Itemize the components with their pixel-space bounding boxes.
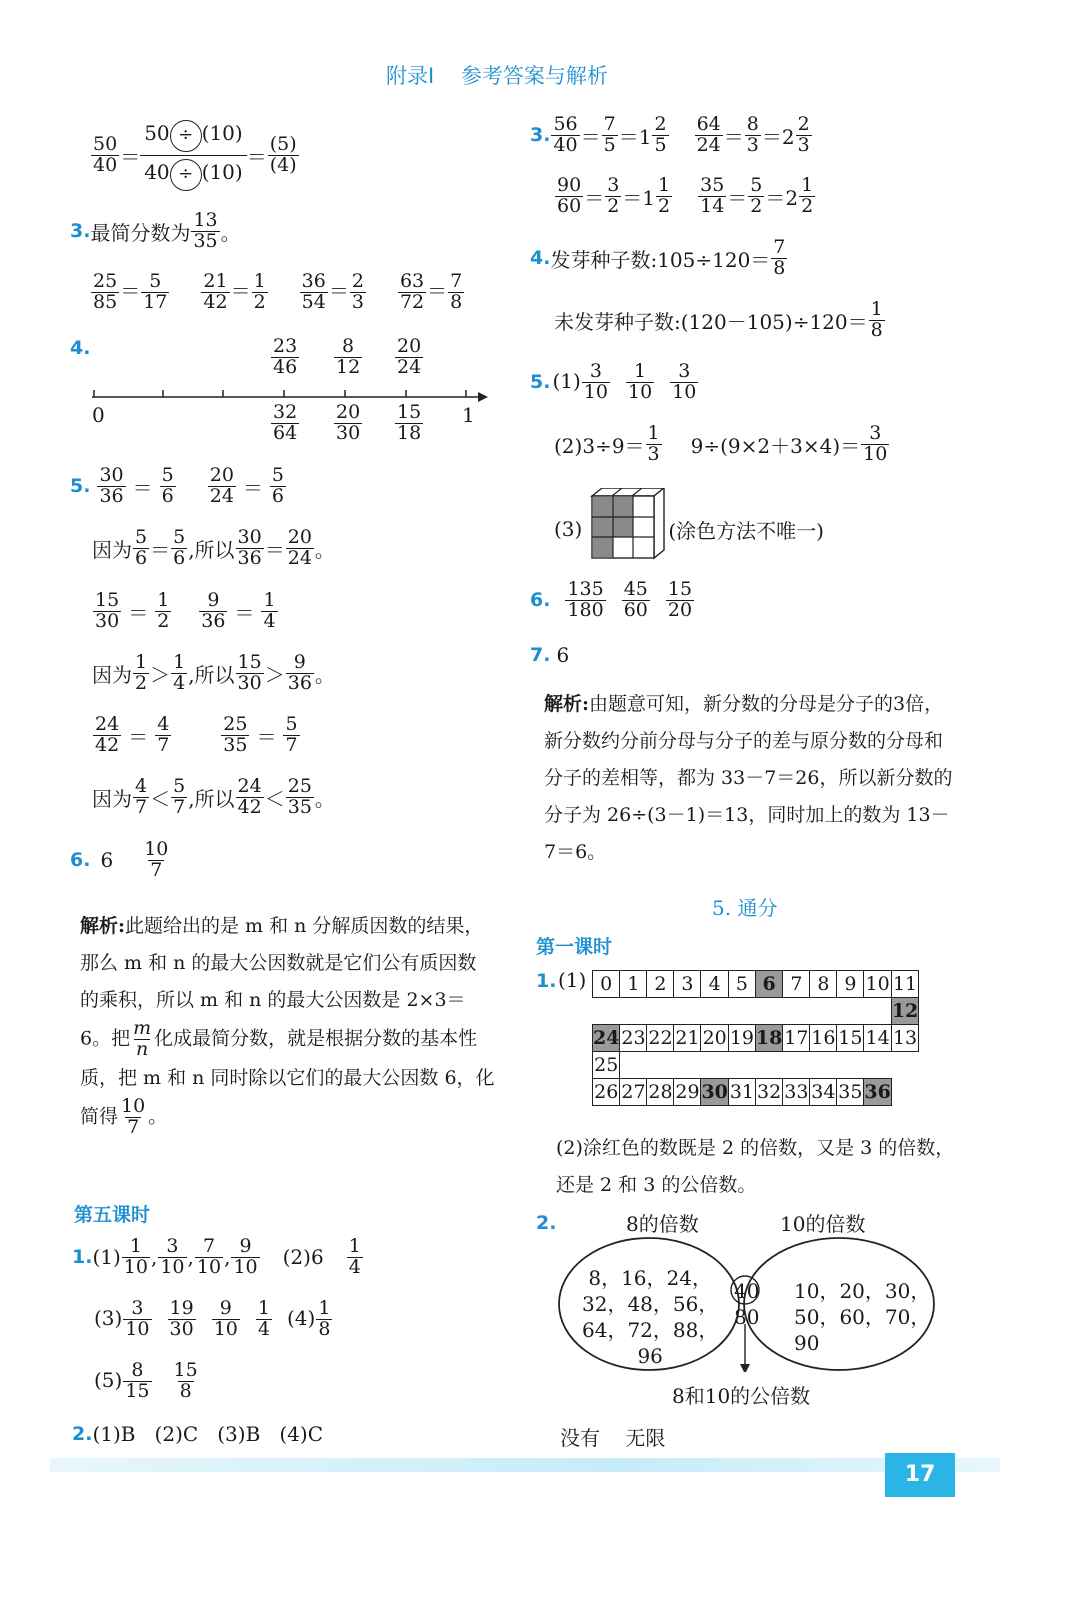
s5-q1-row2: (3) $\frac{3}{10}$ $\frac{19}{30}$ $\frac{9}{10}$ $\frac{1}{4}$ (4) $\frac{1}{8}$ xyxy=(94,1297,331,1340)
equation: $\frac{63}{72}$ ＝ $\frac{7}{8}$ xyxy=(399,270,463,313)
s5-q1-row3: (5) $\frac{8}{15}$ $\frac{15}{8}$ xyxy=(94,1359,198,1402)
grid-row: 0 1 2 3 4 5 6 7 8 9 10 11 xyxy=(593,971,919,998)
grid-row: 25 xyxy=(593,1052,919,1079)
page-header xyxy=(386,60,608,90)
venn-left-numbers: 8，16，24， 32，48，56， 64，72，88， 96 xyxy=(582,1266,719,1368)
fraction: $\frac{8}{12}$ xyxy=(336,335,361,378)
left-q5-row1: 5. $\frac{30}{36}$ ＝ $\frac{5}{6}$ $\frac{20}{24}$ ＝ $\frac{5}{6}$ xyxy=(70,464,285,507)
number-line-figure xyxy=(88,335,498,455)
right-q5-row3: (3) (涂色方法不唯一) xyxy=(554,488,824,570)
venn-right-numbers: 10，20，30， 50，60，70， 90 xyxy=(794,1279,931,1355)
left-q3-items xyxy=(90,272,465,313)
question-number: 2. xyxy=(72,1423,93,1445)
venn-left-label: 8的倍数 xyxy=(626,1212,699,1236)
arrow-head-icon xyxy=(478,392,488,402)
question-number: 2. xyxy=(536,1212,557,1234)
question-number: 3. xyxy=(70,220,91,243)
question-number: 5. xyxy=(530,371,551,394)
left-q6: 6. 6 $\frac{10}{7}$ xyxy=(70,838,169,881)
question-number: 7. xyxy=(530,644,551,666)
number-grid xyxy=(592,970,919,1106)
fraction: $\frac{20}{24}$ xyxy=(397,335,422,378)
question-number: 1. xyxy=(536,970,557,992)
left-top-equation: $\frac{50}{40}$ ＝ 50 ÷ (10) 40 ÷ (10) ＝ $\frac{(5)}{(4)}$ xyxy=(90,120,300,190)
venn-center-numbers: 40 80 xyxy=(734,1279,760,1329)
right-q3-row2: $\frac{90}{60}$ ＝ $\frac{3}{2}$ ＝1 $\frac{1}{2}$ $\frac{35}{14}$ ＝ $\frac{5}{2}$ ＝2 $\frac{1}{2}$ xyxy=(557,174,814,217)
right-analysis: 解析:由题意可知，新分数的分母是分子的3倍，新分数约分前分母与分子的差与原分数的分母和分子的差相等，都为 33－7＝26，所以新分数的分子为 26÷(3－1)＝13，同时加上的数为 13－7＝6。 xyxy=(544,693,953,863)
one-label: 1 xyxy=(462,403,475,427)
circled-operator: ÷ xyxy=(170,120,202,152)
shaded-cube-grid xyxy=(584,488,666,570)
fraction: $\frac{20}{30}$ xyxy=(336,401,361,444)
question-number: 6. xyxy=(530,589,551,612)
footer-band xyxy=(50,1458,1000,1472)
s5-q1-row1: 1. (1) $\frac{1}{10}$ , $\frac{3}{10}$ , $\frac{7}{10}$ , $\frac{9}{10}$ (2)6 $\frac{1}{4}$ xyxy=(72,1235,361,1278)
left-q5-because2: 因为 $\frac{1}{2}$ ＞ $\frac{1}{4}$ ,所以 $\frac{15}{30}$ ＞ $\frac{9}{36}$ 。 xyxy=(92,651,335,694)
appendix-label: 附录Ⅰ xyxy=(386,64,435,88)
grid-row: 24 23 22 21 20 19 18 17 16 15 14 13 xyxy=(593,1025,919,1052)
right-q3-row1: 3. $\frac{56}{40}$ ＝ $\frac{7}{5}$ ＝1 $\frac{2}{5}$ $\frac{64}{24}$ ＝ $\frac{8}{3}$ ＝2 $\frac{2}{3}$ xyxy=(530,113,810,156)
section-title: 第一课时 xyxy=(536,936,613,958)
left-q5-because1: 因为 $\frac{5}{6}$ ＝ $\frac{5}{6}$ ,所以 $\frac{30}{36}$ ＝ $\frac{20}{24}$ 。 xyxy=(92,526,335,569)
question-number: 3. xyxy=(530,124,551,147)
equation: $\frac{25}{85}$ ＝ $\frac{5}{17}$ xyxy=(93,270,168,313)
right-q5-row1: 5. (1) $\frac{3}{10}$ $\frac{1}{10}$ $\frac{3}{10}$ xyxy=(530,360,697,403)
right-q4-line2: 未发芽种子数:(120－105)÷120＝ $\frac{1}{8}$ xyxy=(554,298,883,341)
page-number: 17 xyxy=(885,1453,955,1497)
fraction: $\frac{(5)}{(4)}$ xyxy=(269,132,297,176)
header-title: 参考答案与解析 xyxy=(460,64,608,88)
venn-right-label: 10的倍数 xyxy=(780,1212,866,1236)
venn-answer: 没有 无限 xyxy=(560,1426,666,1450)
circled-operator: ÷ xyxy=(170,159,202,191)
zero-label: 0 xyxy=(92,403,105,427)
venn-bottom-label: 8和10的公倍数 xyxy=(672,1384,811,1408)
fraction: $\frac{13}{35}$ xyxy=(193,209,218,252)
fraction: $\frac{50}{40}$ xyxy=(93,132,118,176)
fraction: $\frac{23}{46}$ xyxy=(273,335,298,378)
question-number: 4. xyxy=(70,337,91,359)
part-label: (1) xyxy=(558,968,587,992)
grid-part2-text: (2)涂红色的数既是 2 的倍数，又是 3 的倍数，还是 2 和 3 的公倍数。 xyxy=(556,1137,955,1196)
fraction: $\frac{15}{18}$ xyxy=(397,401,422,444)
left-q5-because3: 因为 $\frac{4}{7}$ ＜ $\frac{5}{7}$ ,所以 $\frac{24}{42}$ ＜ $\frac{25}{35}$ 。 xyxy=(92,775,335,818)
section-title: 第五课时 xyxy=(74,1204,151,1226)
question-number: 4. xyxy=(530,247,551,270)
right-q5-row2: (2)3÷9＝ $\frac{1}{3}$ 9÷(9×2＋3×4)＝ $\frac{3}{10}$ xyxy=(554,422,888,465)
question-number: 6. xyxy=(70,849,91,872)
text: 最简分数为 xyxy=(90,220,191,245)
fraction: $\frac{32}{64}$ xyxy=(273,401,298,444)
left-q3: 3. 最简分数为 $\frac{13}{35}$ 。 xyxy=(70,209,241,252)
left-q5-row2: $\frac{15}{30}$ ＝ $\frac{1}{2}$ $\frac{9}{36}$ ＝ $\frac{1}{4}$ xyxy=(95,589,276,632)
equation: $\frac{36}{54}$ ＝ $\frac{2}{3}$ xyxy=(301,270,364,313)
equation: $\frac{21}{42}$ ＝ $\frac{1}{2}$ xyxy=(203,270,266,313)
right-q6: 6. $\frac{135}{180}$ $\frac{45}{60}$ $\frac{15}{20}$ xyxy=(530,578,693,621)
grid-row: 26 27 28 29 30 31 32 33 34 35 36 xyxy=(593,1079,919,1106)
arrow-down-icon xyxy=(740,1364,750,1372)
question-number: 1. xyxy=(72,1246,93,1269)
right-q4-line1: 4. 发芽种子数:105÷120＝ $\frac{7}{8}$ xyxy=(530,236,786,279)
left-q5-row3: $\frac{24}{42}$ ＝ $\frac{4}{7}$ $\frac{25}{35}$ ＝ $\frac{5}{7}$ xyxy=(95,713,298,756)
right-q7: 7. 6 xyxy=(530,643,570,667)
left-analysis: 解析:此题给出的是 m 和 n 分解质因数的结果，那么 m 和 n 的最大公因数就是它们公有质因数的乘积，所以 m 和 n 的最大公因数是 2×3＝6。把 $\frac{m}{n}$ 化成最简分数，就是根据分数的基本性质，把 m 和 n 同时除以它们的最大公因数 6，化简得 $\frac{10}{7}$ 。 xyxy=(80,915,495,1138)
compound-fraction: 50 ÷ (10) 40 ÷ (10) xyxy=(140,120,247,191)
s5-q2: 2. (1)B (2)C (3)B (4)C xyxy=(72,1422,323,1446)
question-number: 5. xyxy=(70,475,91,498)
chapter-title: 5. 通分 xyxy=(712,896,778,920)
grid-row: 12 xyxy=(593,998,919,1025)
